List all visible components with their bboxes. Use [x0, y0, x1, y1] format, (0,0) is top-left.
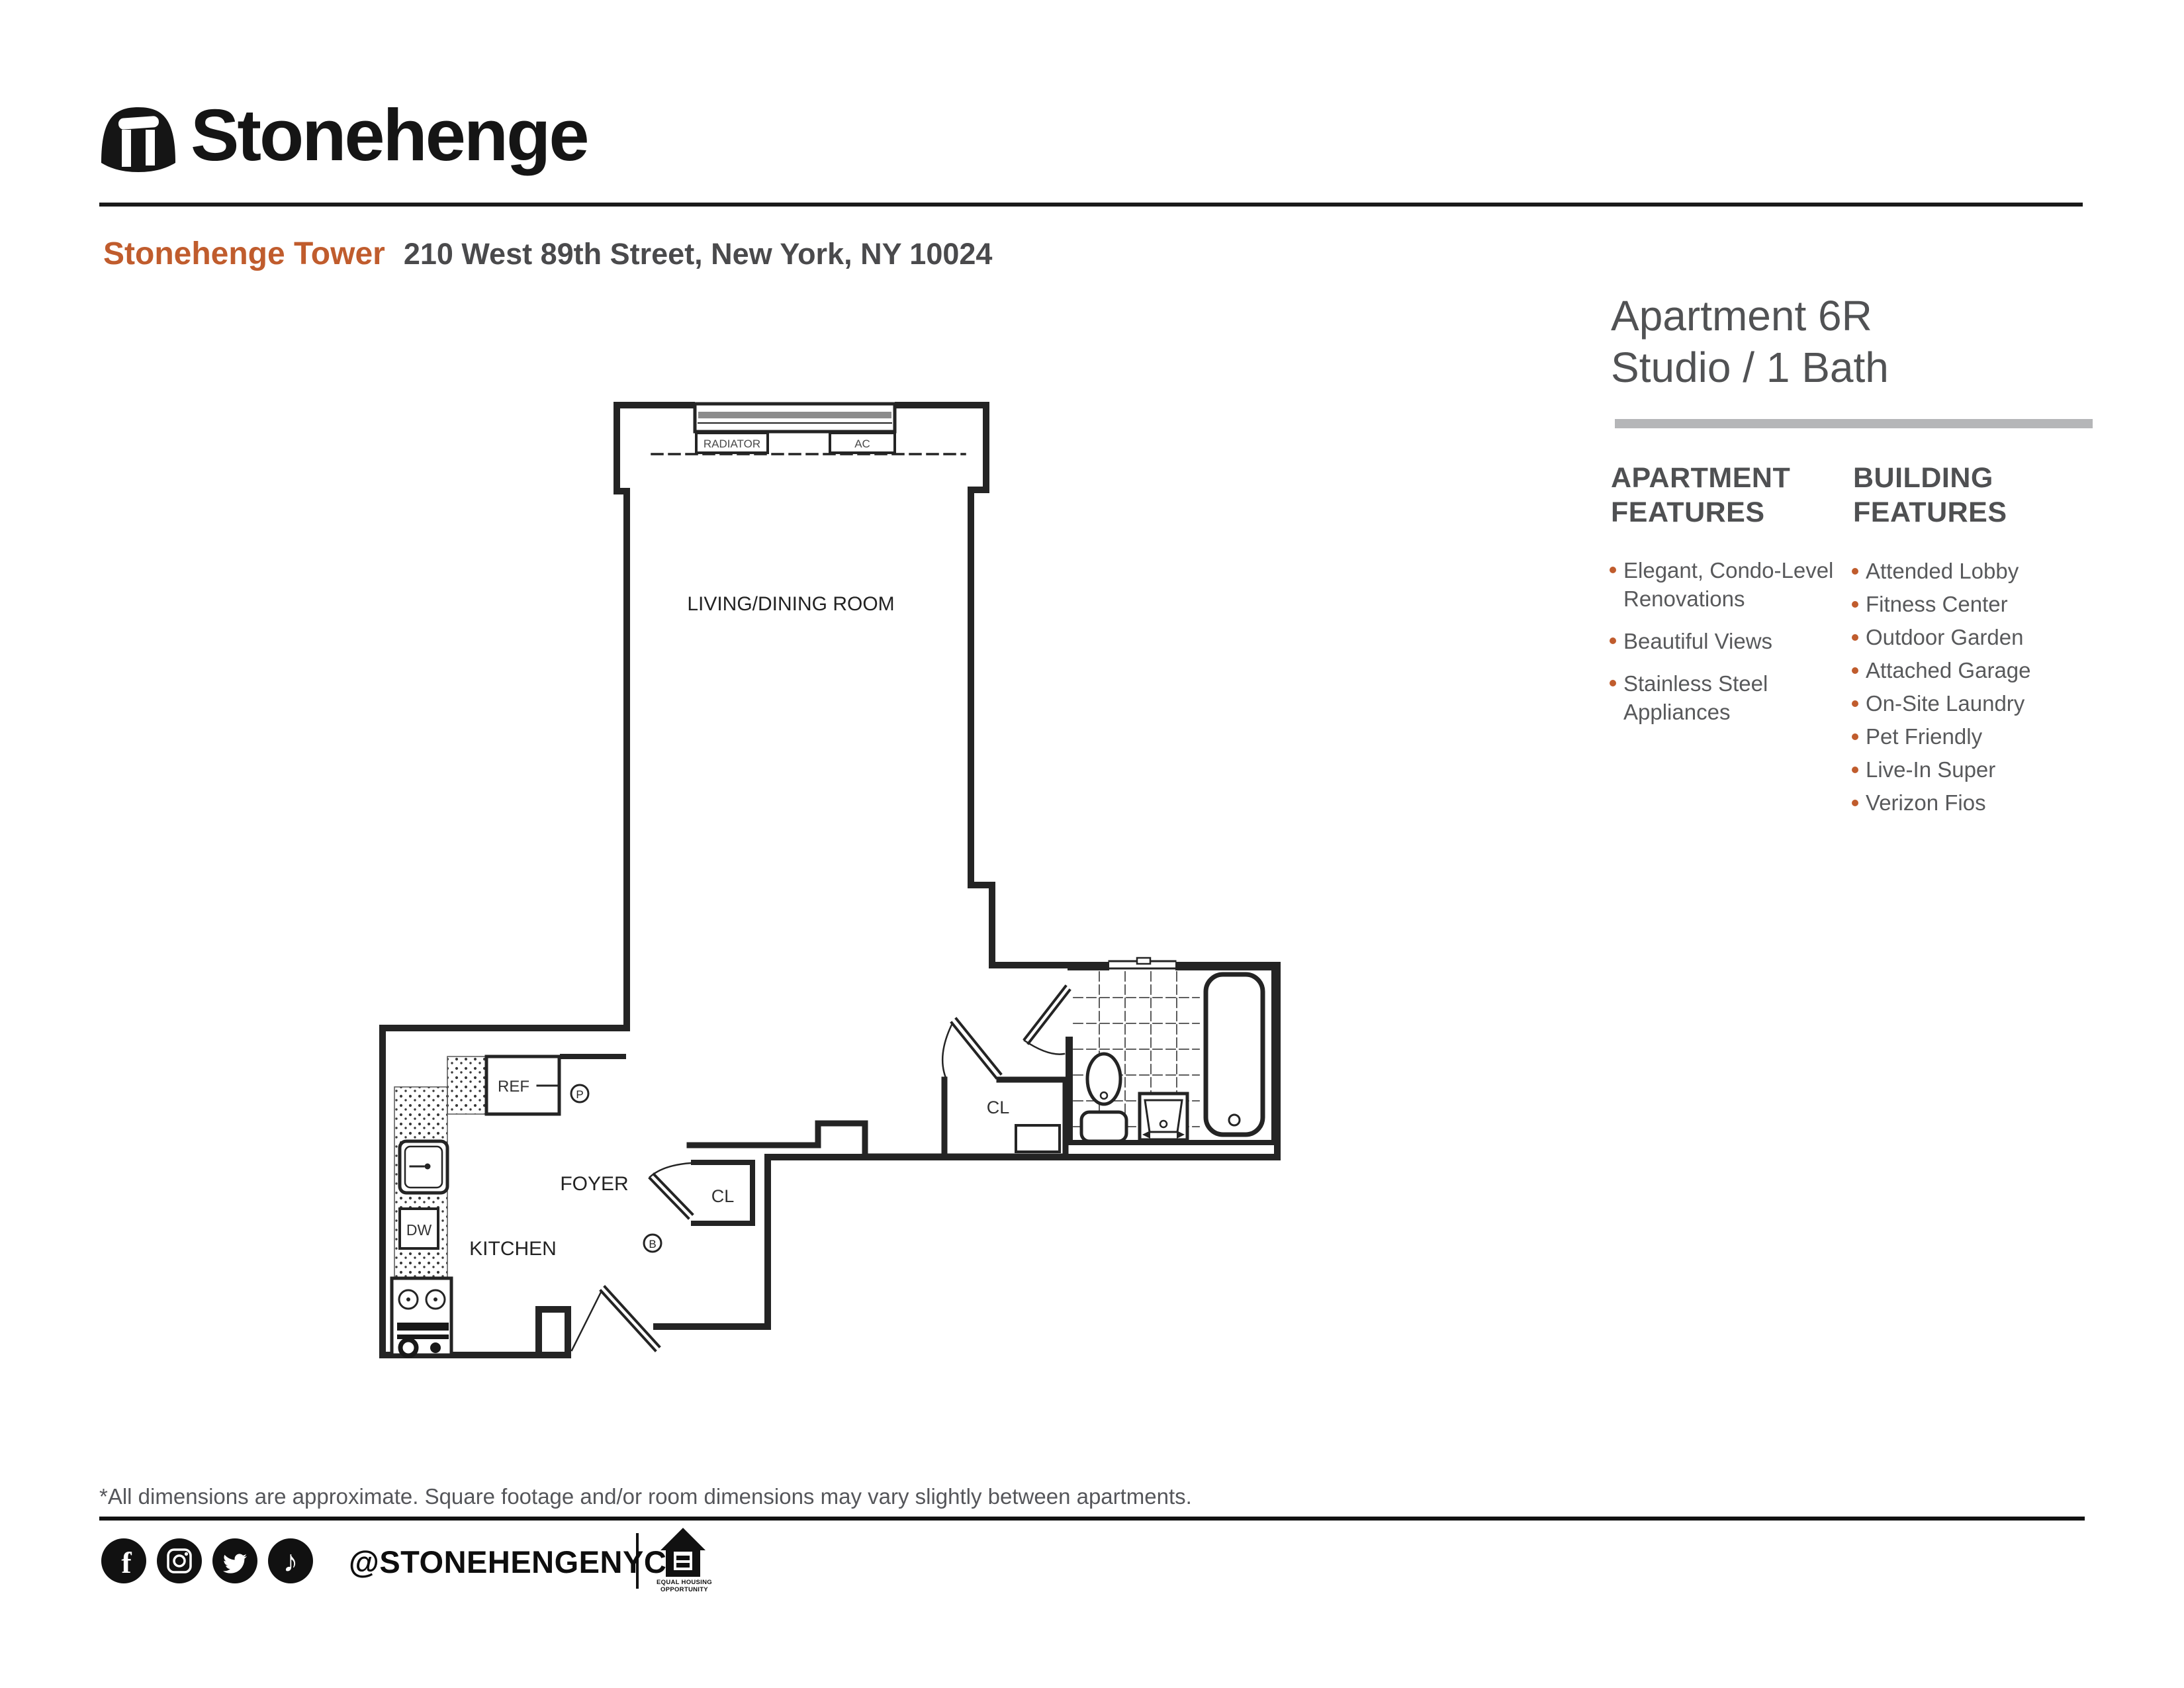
dw-label: DW — [406, 1221, 432, 1239]
list-item-line: Renovations — [1623, 586, 1745, 611]
living-dining-label: LIVING/DINING ROOM — [687, 593, 895, 615]
ac-label: AC — [854, 438, 870, 450]
equal-housing-caption-line1: EQUAL HOUSING — [657, 1579, 712, 1586]
facebook-icon[interactable] — [101, 1538, 146, 1583]
list-item-line: Pet Friendly — [1866, 724, 1983, 749]
property-address: 210 West 89th Street, New York, NY 10024 — [403, 237, 993, 271]
bathtub — [1206, 974, 1263, 1135]
apartment-title-line2: Studio / 1 Bath — [1611, 344, 1889, 391]
svg-text:f: f — [121, 1546, 132, 1579]
building-features-heading-line2: FEATURES — [1853, 496, 2007, 528]
equal-housing-caption — [653, 1579, 716, 1593]
building-features-heading-line1: BUILDING — [1853, 462, 1993, 494]
svg-text:♪: ♪ — [283, 1544, 298, 1578]
list-item-line: Stainless Steel — [1623, 671, 1768, 696]
equal-housing-caption-line2: OPPORTUNITY — [660, 1585, 708, 1593]
apartment-features-heading-line1: APARTMENT — [1611, 462, 1791, 494]
upper-closet-label: CL — [986, 1098, 1010, 1117]
tiktok-icon[interactable] — [268, 1538, 313, 1583]
list-item-line: Outdoor Garden — [1866, 625, 2024, 649]
twitter-icon[interactable] — [212, 1538, 257, 1583]
list-item-line: Fitness Center — [1866, 592, 2008, 616]
list-item-line: On-Site Laundry — [1866, 691, 2025, 716]
ref-label: REF — [498, 1078, 529, 1096]
foyer-label: FOYER — [560, 1173, 629, 1195]
list-item-line: Verizon Fios — [1866, 790, 1986, 815]
list-item-line: Appliances — [1623, 700, 1731, 724]
list-item-line: Attached Garage — [1866, 658, 2031, 682]
social-icons — [0, 0, 728, 1688]
apartment-features-heading-line2: FEATURES — [1611, 496, 1765, 528]
toilet — [1087, 1054, 1120, 1104]
lower-closet-label: CL — [711, 1186, 735, 1206]
logo-wordmark: Stonehenge — [191, 95, 588, 176]
property-name: Stonehenge Tower — [103, 236, 385, 271]
social-handle[interactable]: @STONEHENGENYC — [349, 1544, 667, 1579]
equal-housing-icon — [660, 1528, 705, 1577]
list-item-line: Elegant, Condo-Level — [1623, 558, 1834, 583]
radiator-label: RADIATOR — [703, 438, 761, 450]
list-item-line: Attended Lobby — [1866, 559, 2019, 583]
apartment-title-line1: Apartment 6R — [1611, 292, 1872, 340]
bathroom — [1024, 958, 1274, 1143]
instagram-icon[interactable] — [157, 1538, 202, 1583]
list-item-line: Live-In Super — [1866, 757, 1996, 782]
upper-closet — [942, 1019, 1066, 1156]
list-item-line: Beautiful Views — [1623, 629, 1773, 653]
door-tag-p: P — [576, 1088, 584, 1101]
disclaimer-text: *All dimensions are approximate. Square footage and/or room dimensions may vary slightly between apartments. — [99, 1484, 1192, 1509]
door-tag-b: B — [649, 1238, 657, 1250]
kitchen-label: KITCHEN — [469, 1238, 557, 1260]
